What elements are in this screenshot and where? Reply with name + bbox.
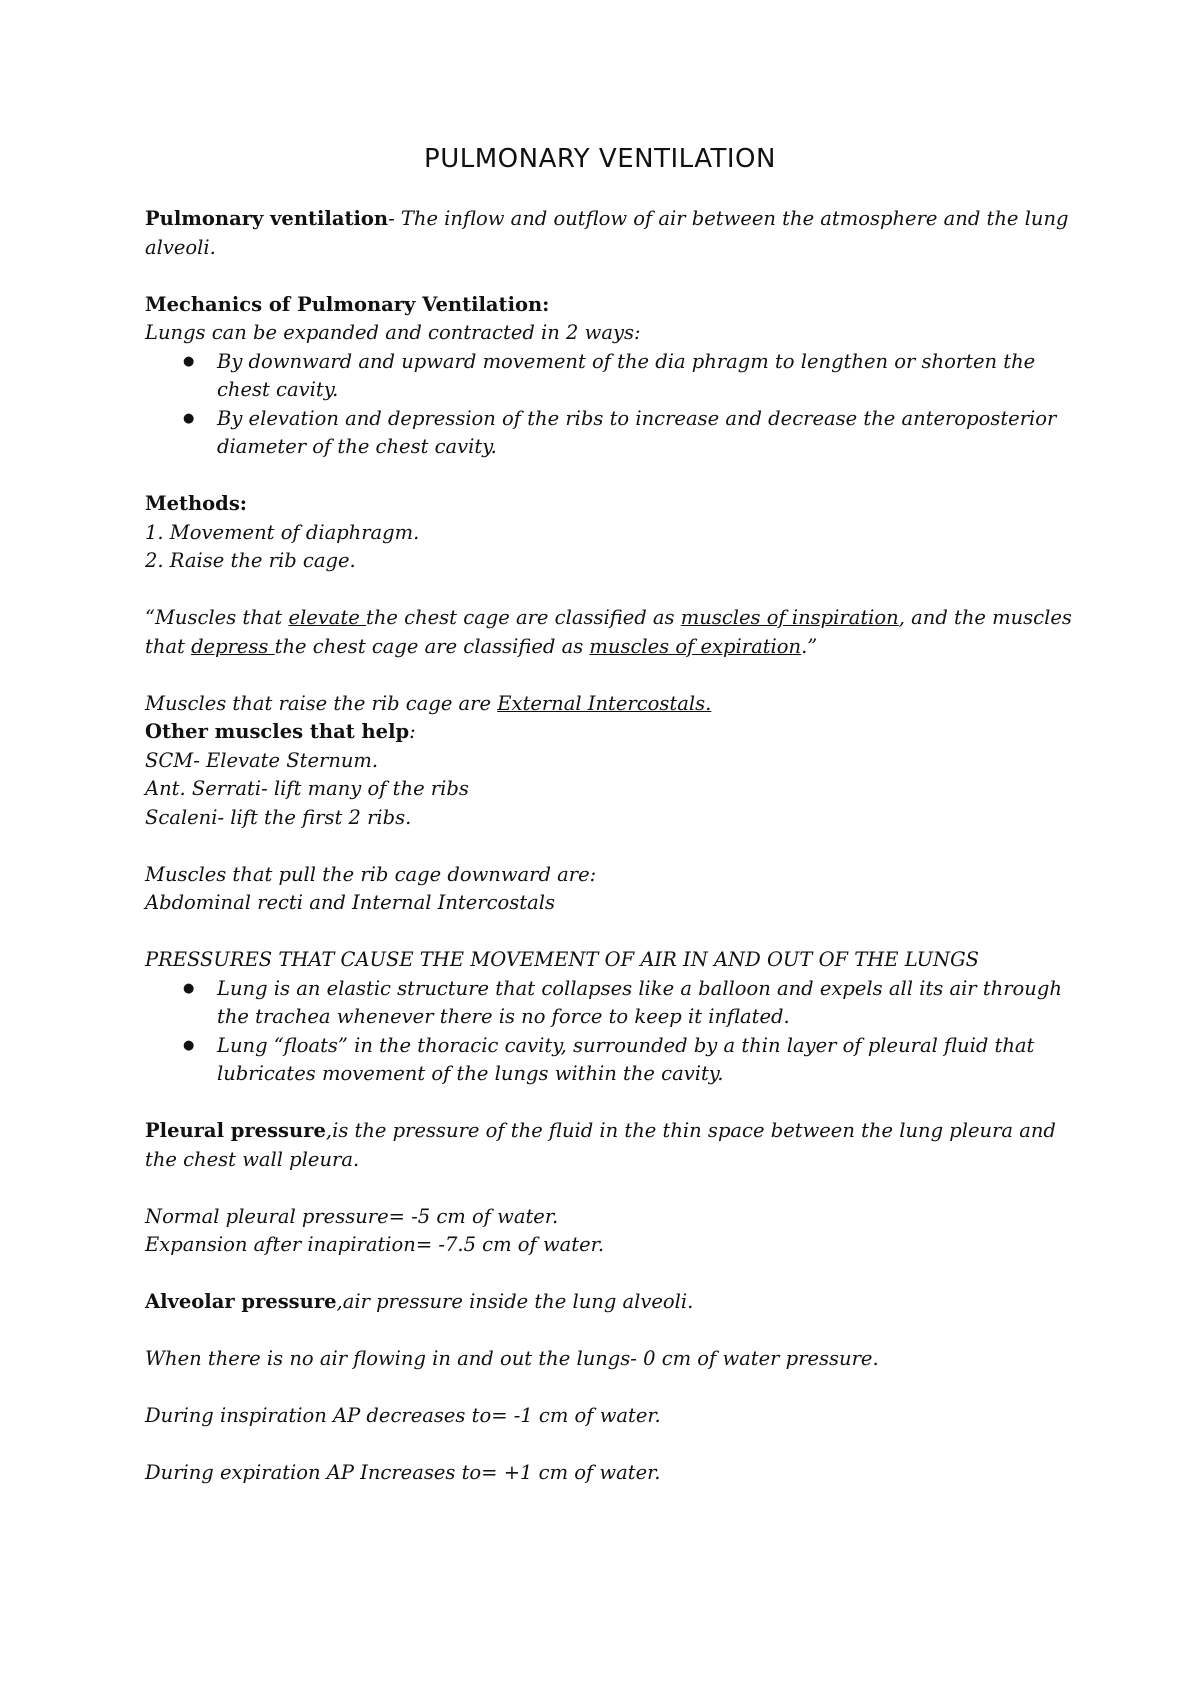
external-intercostals-text: External Intercostals.: [497, 691, 712, 715]
other-muscles-colon: :: [409, 720, 416, 743]
muscles-quote: [145, 604, 1080, 661]
definition-text: The inflow and outflow of air between the atmosphere and the lung alveoli.: [145, 207, 1069, 259]
alveolar-pressure-term: Alveolar pressure: [145, 1290, 337, 1313]
expiration-pressure: During expiration AP Increases to= +1 cm of water.: [145, 1461, 661, 1484]
document-body: [145, 205, 1080, 1488]
methods-heading: Methods:: [145, 492, 247, 515]
other-muscle-item: Scaleni- lift the first 2 ribs.: [145, 805, 412, 829]
quote-text: the chest cage are classified as: [366, 606, 681, 629]
list-item: ● By downward and upward movement of the dia phragm to lengthen or shorten the chest cavity.: [145, 348, 1080, 405]
normal-pleural-pressure: Normal pleural pressure= -5 cm of water.: [145, 1204, 559, 1228]
list-item: ● By elevation and depression of the ribs to increase and decrease the anteroposterior diameter of the chest cavity.: [145, 405, 1080, 462]
other-muscles-title: Other muscles that help: [145, 720, 410, 743]
list-item: ● Lung is an elastic structure that collapses like a balloon and expels all its air through the trachea whenever there is no force to keep it inflated.: [145, 975, 1080, 1032]
inspiration-pressure: During inspiration AP decreases to= -1 cm of water.: [145, 1404, 661, 1427]
alveolar-pressure-paragraph: [145, 1288, 1080, 1317]
pleural-pressure-term: Pleural pressure: [145, 1119, 326, 1142]
raise-text: Muscles that raise the rib cage are: [145, 691, 498, 715]
raise-rib-cage-line: [145, 690, 1080, 719]
alveolar-pressure-text: ,air pressure inside the lung alveoli.: [336, 1290, 694, 1313]
quote-underlined: depress: [191, 634, 275, 658]
quote-text: .”: [801, 634, 818, 658]
other-muscle-item: Ant. Serrati- lift many of the ribs: [145, 777, 469, 800]
expansion-pressure: Expansion after inapiration= -7.5 cm of water.: [145, 1233, 605, 1256]
pull-down-muscles: Abdominal recti and Internal Intercostals: [145, 891, 555, 914]
quote-underlined: elevate: [288, 606, 367, 629]
other-muscles-heading: [145, 718, 1080, 747]
definition-paragraph: [145, 205, 1080, 262]
page-title: PULMONARY VENTILATION: [424, 144, 776, 174]
pressures-bullet-list: [145, 975, 1080, 1089]
other-muscle-item: SCM- Elevate Sternum.: [145, 748, 379, 772]
quote-underlined: muscles of inspiration: [680, 606, 899, 629]
methods-item: 2. Raise the rib cage.: [145, 549, 356, 572]
quote-text: the chest cage are classified as: [274, 634, 590, 658]
mechanics-heading: Mechanics of Pulmonary Ventilation:: [145, 292, 550, 316]
pleural-pressure-paragraph: [145, 1117, 1080, 1174]
pressures-heading: PRESSURES THAT CAUSE THE MOVEMENT OF AIR IN AND OUT OF THE LUNGS: [145, 948, 980, 971]
definition-separator: -: [388, 207, 401, 230]
pull-down-line: Muscles that pull the rib cage downward are:: [145, 862, 597, 886]
quote-underlined: muscles of expiration: [589, 634, 802, 658]
quote-text: “Muscles that: [145, 606, 289, 629]
mechanics-bullet-list: [145, 348, 1080, 462]
quote-text: , and the muscles that: [145, 606, 1072, 658]
list-item: ● Lung “floats” in the thoracic cavity, surrounded by a thin layer of pleural fluid that lubricates movement of the lungs within the cavity.: [145, 1032, 1080, 1089]
methods-item: 1. Movement of diaphragm.: [145, 520, 420, 544]
mechanics-intro: Lungs can be expanded and contracted in 2 ways:: [145, 321, 641, 344]
definition-term: Pulmonary ventilation: [145, 207, 389, 230]
no-flow-pressure: When there is no air flowing in and out the lungs- 0 cm of water pressure.: [145, 1347, 879, 1370]
pleural-pressure-text: ,is the pressure of the fluid in the thin space between the lung pleura and the chest wall pleura.: [145, 1119, 1056, 1171]
